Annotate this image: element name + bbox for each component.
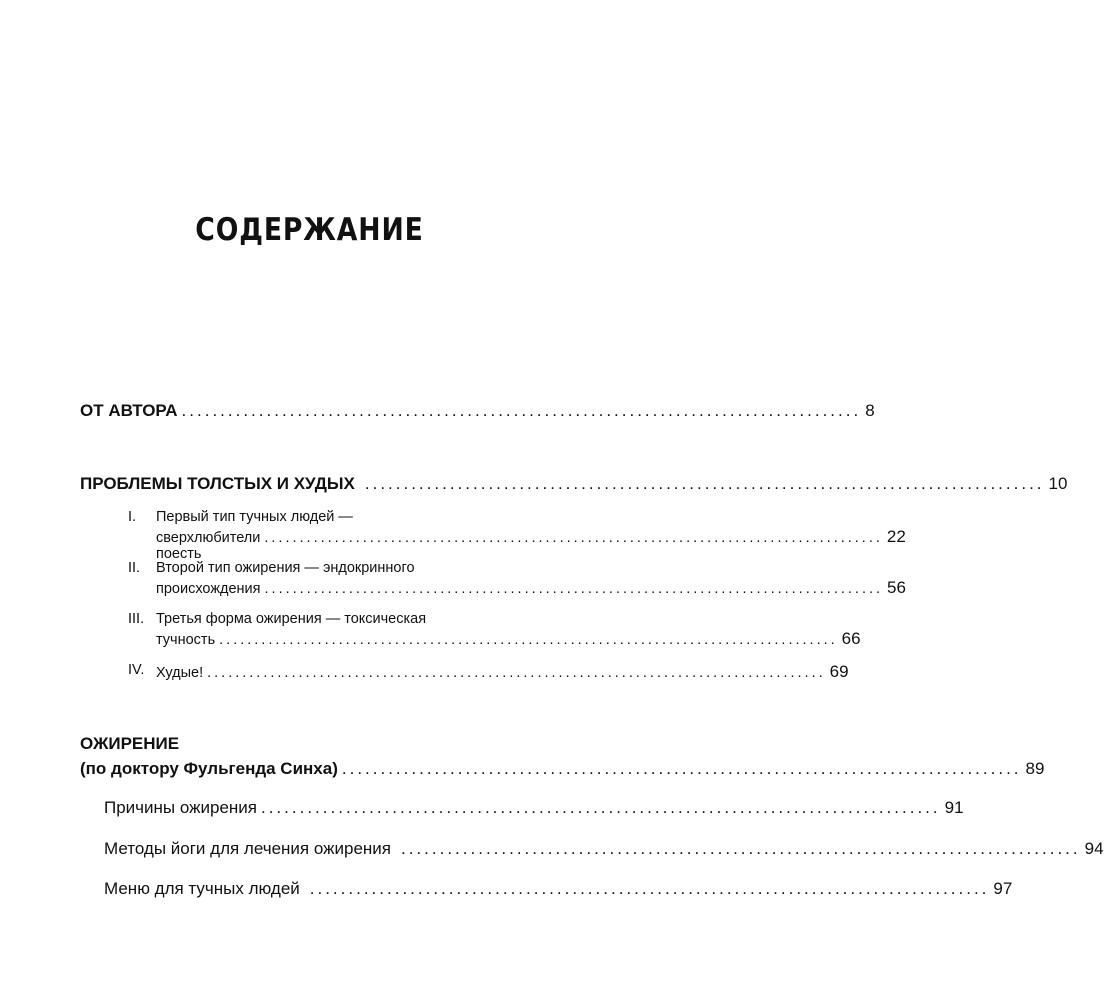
roman-numeral: I. bbox=[128, 509, 137, 525]
toc-page-number: 8 bbox=[865, 401, 875, 420]
dot-leader: ........................................................................................ bbox=[341, 759, 1022, 778]
dot-leader: ........................................................................................ bbox=[264, 530, 883, 546]
toc-entry-author[interactable] bbox=[80, 401, 875, 420]
toc-page-number: 66 bbox=[841, 629, 861, 648]
dot-leader: ........................................................................................ bbox=[400, 839, 1081, 858]
toc-subentry-label-line2: тучность bbox=[156, 632, 216, 648]
toc-entry-label: Меню для тучных людей bbox=[104, 879, 300, 898]
dot-leader: ........................................................................................ bbox=[364, 474, 1045, 493]
toc-page-number: 94 bbox=[1084, 839, 1104, 858]
toc-subentry-label-line1: Первый тип тучных людей — bbox=[156, 509, 353, 525]
dot-leader: ........................................................................................ bbox=[260, 798, 941, 817]
toc-page-number: 56 bbox=[887, 578, 906, 597]
toc-entry-problems[interactable] bbox=[80, 474, 1068, 493]
dot-leader: ........................................................................................ bbox=[219, 632, 838, 648]
toc-page-number: 97 bbox=[993, 879, 1013, 898]
toc-subentry-4[interactable] bbox=[128, 662, 849, 684]
toc-page-number: 69 bbox=[829, 662, 849, 681]
toc-subentry-label-line1: Второй тип ожирения — эндокринного bbox=[156, 560, 415, 576]
toc-entry-label: ПРОБЛЕМЫ ТОЛСТЫХ И ХУДЫХ bbox=[80, 474, 355, 493]
toc-subentry-label-line1: Третья форма ожирения — токсическая bbox=[156, 611, 427, 627]
toc-entry-menu[interactable] bbox=[104, 879, 1013, 898]
dot-leader: ........................................................................................ bbox=[309, 879, 990, 898]
toc-page-number: 10 bbox=[1048, 474, 1068, 493]
dot-leader: ........................................................................................ bbox=[264, 581, 884, 597]
dot-leader: ........................................................................................ bbox=[207, 665, 826, 681]
toc-page-number: 22 bbox=[886, 527, 906, 546]
toc-subentry-2[interactable] bbox=[128, 560, 906, 600]
toc-entry-label: (по доктору Фульгенда Синха) bbox=[80, 759, 338, 778]
toc-subentry-3[interactable] bbox=[128, 611, 861, 651]
toc-entry-yoga-methods[interactable] bbox=[104, 839, 1104, 858]
toc-entry-label: Причины ожирения bbox=[104, 798, 257, 817]
roman-numeral: III. bbox=[128, 611, 145, 627]
roman-numeral: II. bbox=[128, 560, 141, 576]
dot-leader: ........................................................................................ bbox=[181, 401, 862, 420]
toc-entry-label: ОТ АВТОРА bbox=[80, 401, 178, 420]
toc-entry-causes[interactable] bbox=[104, 798, 964, 817]
toc-subentry-1[interactable] bbox=[128, 509, 906, 562]
page-title: СОДЕРЖАНИЕ bbox=[195, 212, 424, 248]
toc-entry-label: Методы йоги для лечения ожирения bbox=[104, 839, 391, 858]
toc-subentry-label-line2: происхождения bbox=[156, 581, 261, 597]
toc-entry-obesity-line1: ОЖИРЕНИЕ bbox=[80, 734, 180, 753]
toc-entry-obesity[interactable] bbox=[80, 759, 1045, 778]
toc-subentry-label: Худые! bbox=[156, 665, 204, 681]
roman-numeral: IV. bbox=[128, 662, 145, 678]
toc-page-number: 89 bbox=[1025, 759, 1045, 778]
toc-subentry-label-line2: сверхлюбители поесть bbox=[156, 530, 261, 562]
toc-page-number: 91 bbox=[944, 798, 964, 817]
